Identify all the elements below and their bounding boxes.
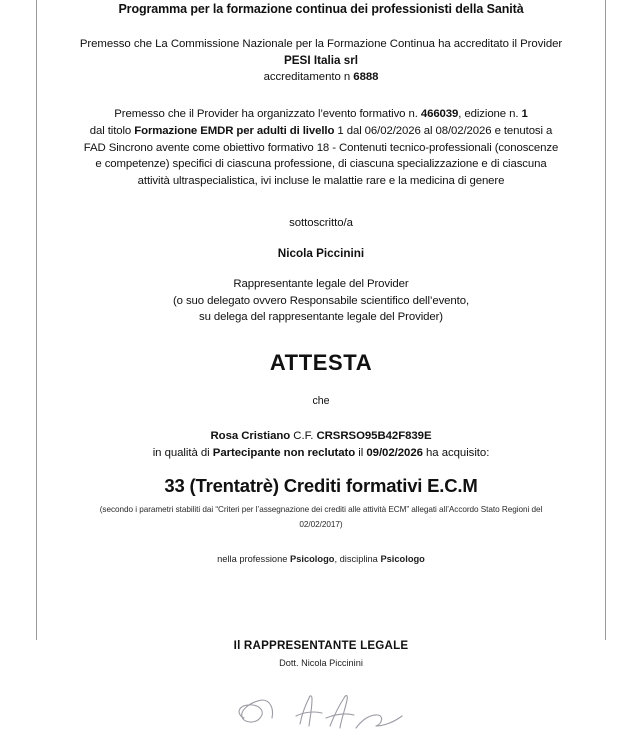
qualifica-mid: il [355, 446, 367, 459]
event-line-2-prefix: dal titolo [89, 124, 135, 137]
che-label: che [312, 395, 330, 408]
spacer [51, 375, 591, 395]
profession-line [51, 553, 591, 565]
signer-role-line-2: (o suo delegato ovvero Responsabile scientifico dell’evento, [172, 294, 470, 307]
signer-role-line-3: su delega del rappresentante legale del Provider) [199, 311, 443, 324]
event-line-1-mid: , edizione n. [458, 108, 522, 121]
fiscal-code: CRSRSO95B42F839E [316, 430, 432, 443]
certificate-body [37, 0, 605, 668]
participant-line [51, 428, 591, 445]
spacer [51, 262, 591, 276]
event-line-4: e competenze) specifici di ciascuna professione, di ciascuna specializzazione e di ciascuna [95, 158, 547, 171]
spacer [51, 585, 591, 605]
page-title: Programma per la formazione continua dei professionisti della Sanità [118, 2, 524, 16]
attesta-heading: ATTESTA [269, 350, 373, 376]
qualifica-prefix: in qualità di [152, 446, 213, 459]
signer-name: Nicola Piccinini [277, 246, 365, 260]
participant-name: Rosa Cristiano [210, 430, 291, 443]
accreditation-line [51, 69, 591, 86]
spacer [51, 461, 591, 475]
spacer [51, 232, 591, 246]
spacer [51, 408, 591, 428]
event-line-2 [51, 123, 591, 140]
credits-awarded: 33 (Trentatrè) Crediti formativi E.C.M [164, 475, 478, 497]
qualifica-suffix: ha acquisito: [422, 446, 490, 459]
accreditation-number: 6888 [353, 71, 379, 84]
provider-name: PESI Italia srl [283, 54, 359, 68]
page-right-rule [605, 0, 606, 640]
event-level: 1 [337, 124, 344, 137]
sottoscritto-label: sottoscritto/a [289, 216, 353, 229]
spacer [51, 190, 591, 210]
spacer [51, 533, 591, 553]
cf-label: C.F. [290, 430, 317, 443]
event-line-1-prefix: Premesso che il Provider ha organizzato l’evento formativo n. [114, 108, 421, 121]
event-title: Formazione EMDR per adulti di livello [134, 124, 335, 137]
spacer [51, 326, 591, 346]
representative-name: Dott. Nicola Piccinini [279, 657, 363, 668]
profession-mid: , disciplina [334, 553, 381, 564]
event-line-2-suffix: dal 06/02/2026 al 08/02/2026 e tenutosi a [343, 124, 553, 137]
spacer [51, 16, 591, 36]
signature-area [51, 688, 591, 736]
qualifica-date: 09/02/2026 [366, 446, 423, 459]
spacer [51, 565, 591, 585]
spacer [51, 625, 591, 639]
representative-title: Il RAPPRESENTANTE LEGALE [233, 638, 409, 652]
event-number: 466039 [420, 108, 459, 121]
credits-fineprint-line-2: 02/02/2017) [299, 520, 343, 530]
event-line-1 [51, 106, 591, 123]
discipline-value: Psicologo [380, 553, 425, 564]
event-line-5: attività ultraspecialistica, ivi incluse le malattie rare e la medicina di genere [137, 175, 505, 188]
accreditation-label: accreditamento n [263, 71, 354, 84]
credits-fineprint-line-1: (secondo i parametri stabiliti dai “Criteri per l’assegnazione dei crediti alle attività ECM” allegati all’Accordo Stato Regioni del [99, 504, 543, 514]
profession-value: Psicologo [290, 553, 335, 564]
qualifica-value: Partecipante non reclutato [212, 446, 356, 459]
qualifica-line [51, 445, 591, 462]
event-line-3: FAD Sincrono avente come obiettivo formativo 18 - Contenuti tecnico-professionali (conoscenze [83, 141, 559, 154]
provider-premise-line: Premesso che La Commissione Nazionale per la Formazione Continua ha accreditato il Provider [79, 38, 563, 51]
edition-number: 1 [521, 108, 528, 121]
handwritten-signature-icon [226, 688, 416, 734]
spacer [51, 605, 591, 625]
profession-prefix: nella professione [217, 553, 290, 564]
spacer [51, 86, 591, 106]
signer-role-line-1: Rappresentante legale del Provider [233, 277, 409, 290]
